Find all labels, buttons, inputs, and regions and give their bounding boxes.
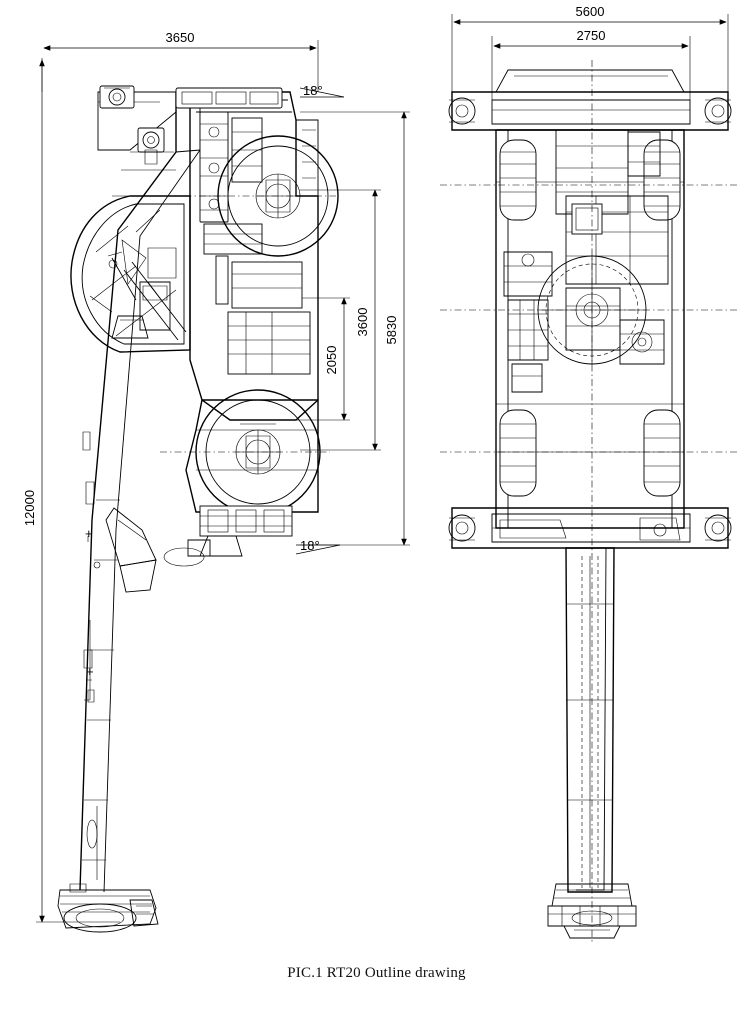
angle-18-bottom bbox=[296, 538, 340, 554]
telescopic-boom-front bbox=[566, 548, 614, 892]
left-wheel-front bbox=[500, 140, 536, 496]
dimension-2750 bbox=[492, 28, 690, 100]
chassis-side bbox=[164, 400, 318, 566]
outrigger-pad-top-left bbox=[449, 98, 475, 124]
superstructure-side bbox=[176, 88, 318, 420]
right-wheel-front bbox=[644, 140, 680, 496]
dimension-3650 bbox=[42, 30, 318, 92]
boom-tick-plus2: + bbox=[85, 526, 93, 541]
side-elevation-view bbox=[22, 30, 410, 932]
boom-nose-bottom-side bbox=[58, 884, 158, 932]
dimension-12000-label: 12000 bbox=[22, 489, 37, 527]
outrigger-pad-top-right bbox=[705, 98, 731, 124]
dimension-3600-label: 3600 bbox=[355, 307, 370, 337]
front-elevation-view bbox=[440, 4, 740, 944]
angle-18-top bbox=[300, 83, 344, 98]
dimension-3600 bbox=[300, 190, 381, 450]
angle-18-top-label: 18° bbox=[303, 83, 323, 98]
boom-head-side bbox=[98, 86, 176, 196]
machine-body-front bbox=[496, 130, 684, 528]
control-cluster-front bbox=[504, 252, 552, 392]
dimension-2750-label: 2750 bbox=[576, 28, 606, 43]
dimension-5600-label: 5600 bbox=[575, 4, 605, 19]
outrigger-beam-bottom bbox=[449, 508, 731, 548]
figure-caption: PIC.1 RT20 Outline drawing bbox=[287, 965, 466, 981]
outrigger-beam-top bbox=[449, 70, 731, 130]
outrigger-pad-bottom-left bbox=[449, 515, 475, 541]
operator-cab-side bbox=[71, 196, 190, 352]
boom-tick-plus: + bbox=[86, 664, 94, 679]
angle-18-bottom-label: 18° bbox=[300, 538, 320, 553]
dimension-5830-label: 5830 bbox=[384, 315, 399, 345]
dimension-12000 bbox=[22, 60, 120, 922]
dimension-3650-label: 3650 bbox=[165, 30, 195, 45]
luffing-cylinder-side bbox=[106, 262, 186, 592]
dimension-2050-label: 2050 bbox=[324, 345, 339, 375]
dimension-5600 bbox=[452, 4, 728, 110]
outrigger-pad-bottom-right bbox=[705, 515, 731, 541]
